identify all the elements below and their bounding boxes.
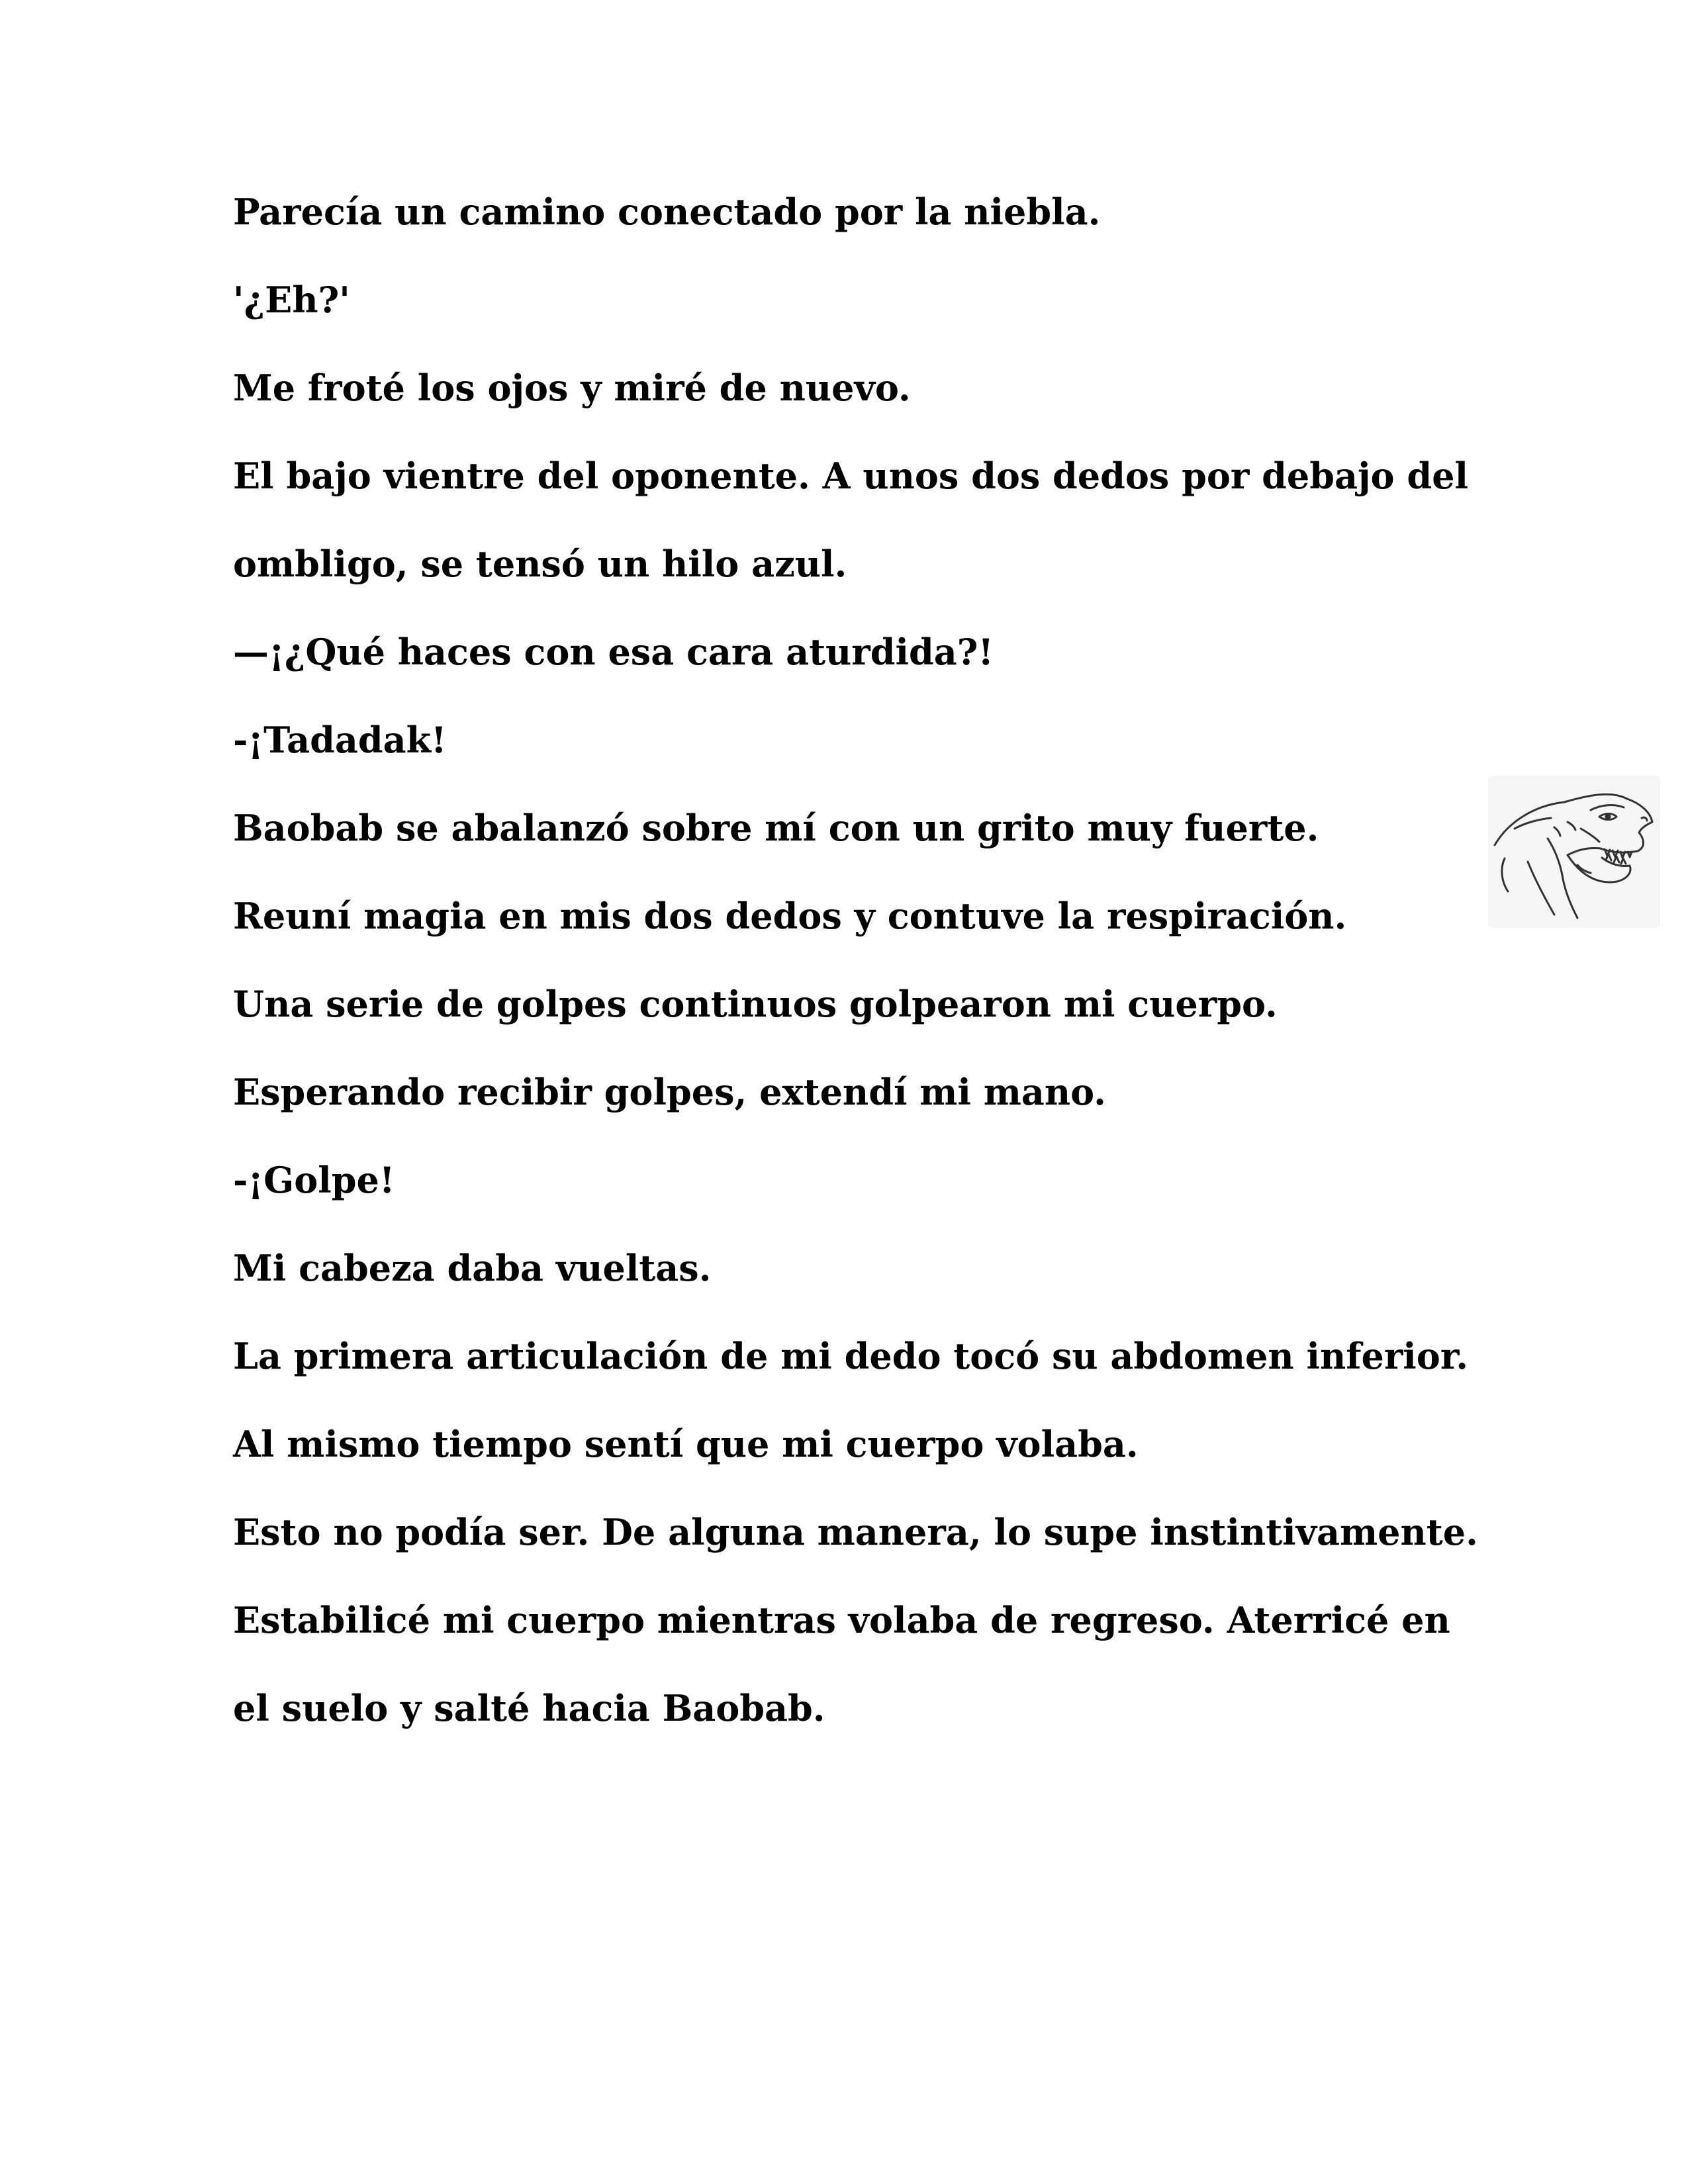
text-line: ombligo, se tensó un hilo azul. [233,543,847,585]
text-line: Al mismo tiempo sentí que mi cuerpo volaba. [233,1423,1139,1465]
text-line: '¿Eh?' [233,279,350,321]
text-line: La primera articulación de mi dedo tocó su abdomen inferior. [233,1335,1469,1377]
text-line: el suelo y salté hacia Baobab. [233,1687,825,1729]
text-line: Me froté los ojos y miré de nuevo. [233,367,911,409]
text-line: Mi cabeza daba vueltas. [233,1247,712,1289]
text-line: Parecía un camino conectado por la niebla. [233,191,1101,233]
text-line: -¡Tadadak! [233,719,447,761]
text-line: Reuní magia en mis dos dedos y contuve la respiración. [233,895,1347,937]
dinosaur-head-sketch-icon [1488,776,1660,928]
text-line: El bajo vientre del oponente. A unos dos dedos por debajo del [233,455,1469,497]
text-line: —¡¿Qué haces con esa cara aturdida?! [233,631,994,673]
text-line: -¡Golpe! [233,1159,395,1201]
text-line: Una serie de golpes continuos golpearon mi cuerpo. [233,983,1278,1025]
text-line: Baobab se abalanzó sobre mí con un grito muy fuerte. [233,807,1319,849]
text-line: Estabilicé mi cuerpo mientras volaba de regreso. Aterricé en [233,1599,1450,1641]
text-line: Esperando recibir golpes, extendí mi mano. [233,1071,1106,1113]
text-line: Esto no podía ser. De alguna manera, lo supe instintivamente. [233,1511,1478,1553]
